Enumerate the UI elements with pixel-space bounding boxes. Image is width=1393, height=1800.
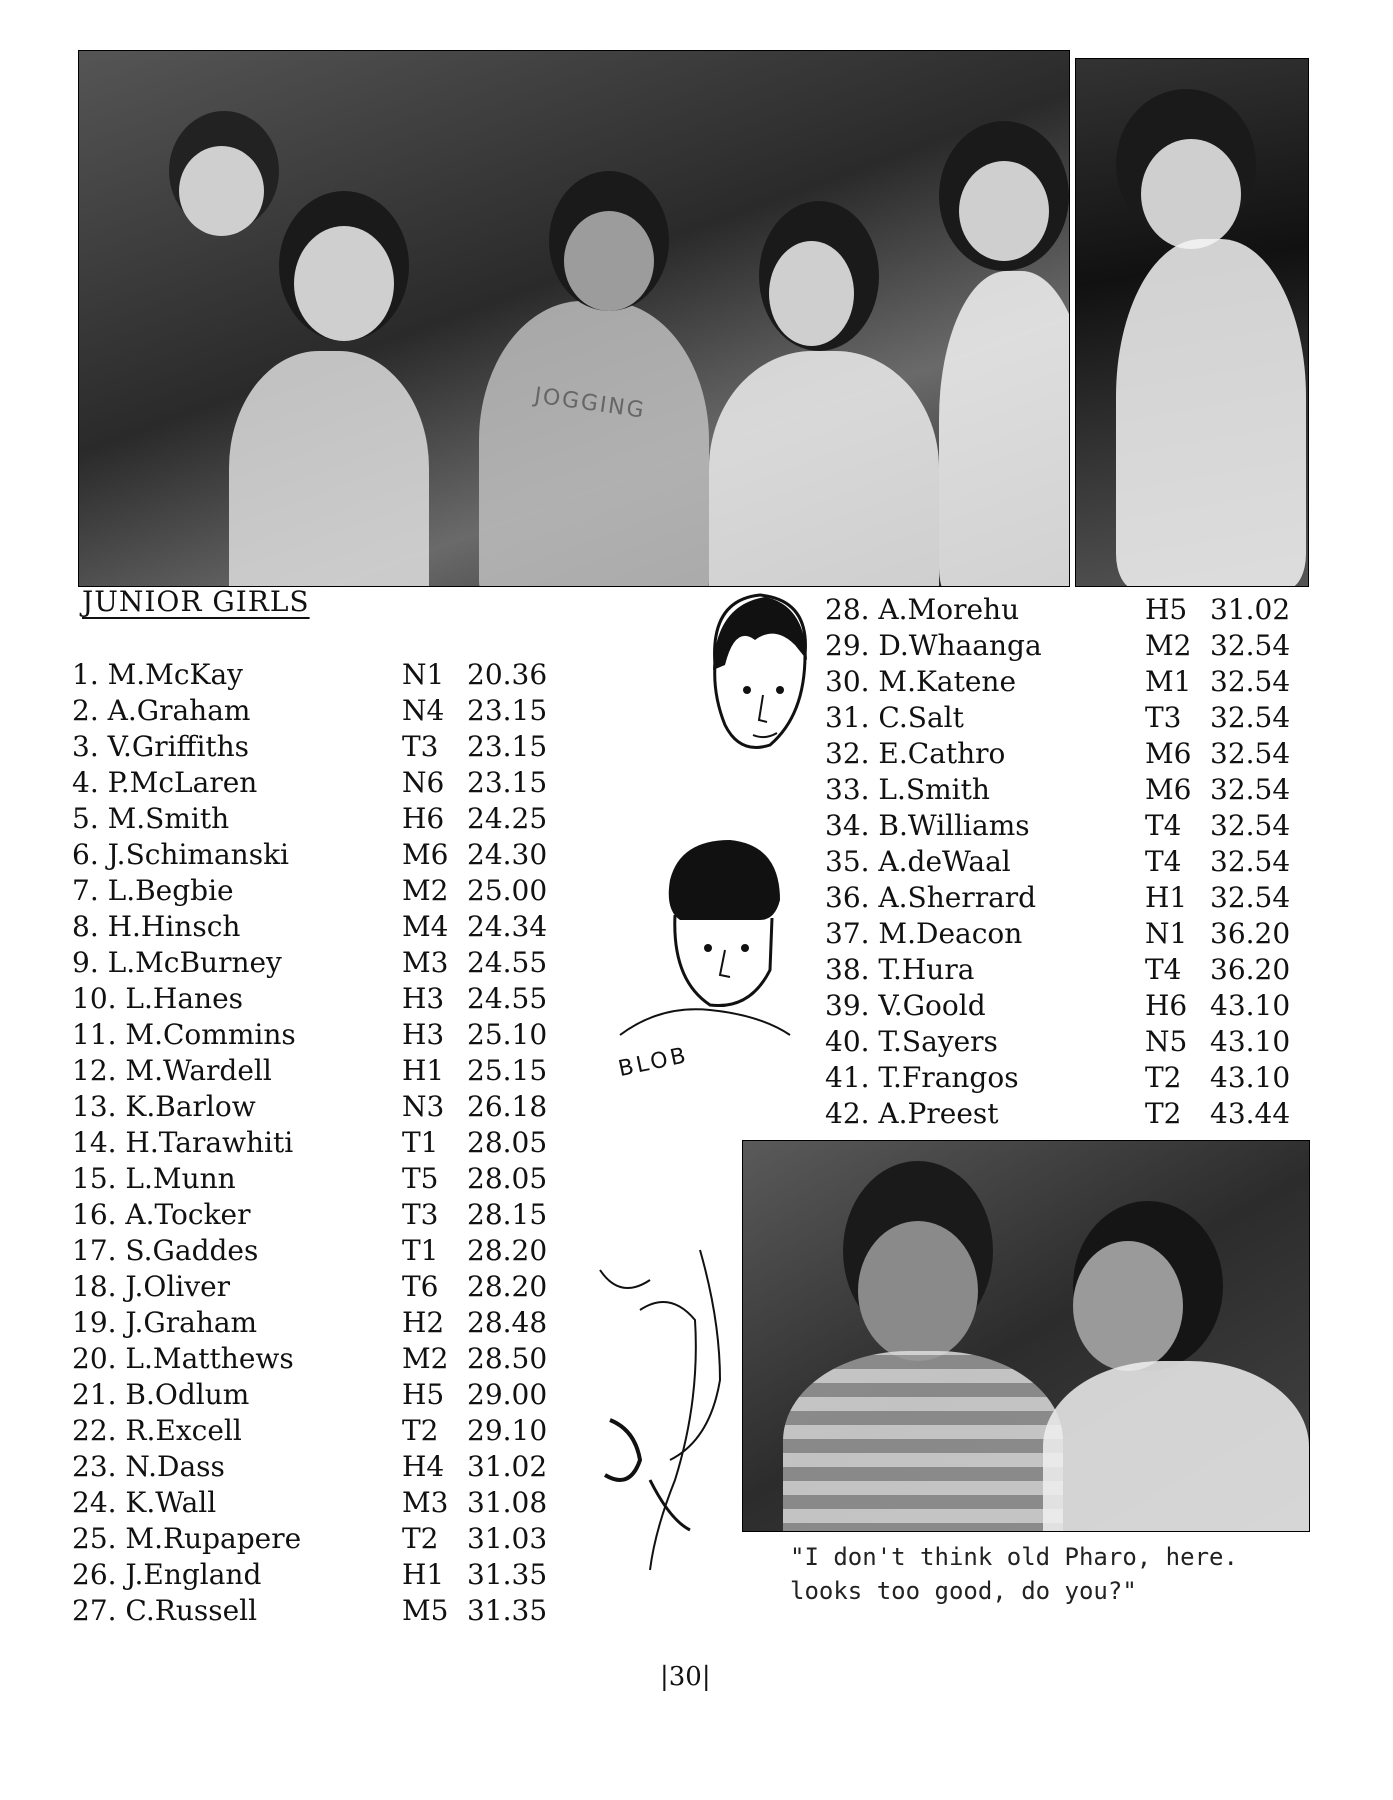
result-name: 20. L.Matthews [72, 1342, 294, 1375]
result-name: 6. J.Schimanski [72, 838, 289, 871]
result-house-code: T3 [402, 730, 439, 763]
result-name: 15. L.Munn [72, 1162, 236, 1195]
result-name: 4. P.McLaren [72, 766, 258, 799]
result-house-code: T3 [1145, 701, 1182, 734]
result-name: 3. V.Griffiths [72, 730, 250, 763]
result-time: 28.05 [467, 1162, 548, 1195]
result-house-code: T2 [402, 1414, 439, 1447]
result-house-code: H2 [402, 1306, 445, 1339]
result-name: 38. T.Hura [825, 953, 975, 986]
result-time: 24.34 [467, 910, 548, 943]
photo-caption [790, 1540, 1310, 1608]
result-time: 20.36 [467, 658, 548, 691]
result-time: 43.10 [1210, 1025, 1291, 1058]
result-time: 24.55 [467, 982, 548, 1015]
result-house-code: M3 [402, 1486, 449, 1519]
caption-line-2: looks too good, do you?" [790, 1577, 1137, 1605]
result-time: 24.30 [467, 838, 548, 871]
result-house-code: T3 [402, 1198, 439, 1231]
result-name: 41. T.Frangos [825, 1061, 1019, 1094]
result-house-code: M2 [402, 1342, 449, 1375]
result-time: 43.10 [1210, 1061, 1291, 1094]
result-house-code: T6 [402, 1270, 439, 1303]
result-name: 22. R.Excell [72, 1414, 242, 1447]
result-name: 35. A.deWaal [825, 845, 1011, 878]
result-house-code: N1 [1145, 917, 1188, 950]
result-name: 24. K.Wall [72, 1486, 217, 1519]
result-time: 29.00 [467, 1378, 548, 1411]
result-name: 34. B.Williams [825, 809, 1030, 842]
result-name: 12. M.Wardell [72, 1054, 272, 1087]
result-time: 31.35 [467, 1558, 548, 1591]
result-house-code: H5 [402, 1378, 445, 1411]
result-name: 32. E.Cathro [825, 737, 1006, 770]
result-house-code: T1 [402, 1126, 439, 1159]
result-time: 23.15 [467, 730, 548, 763]
result-house-code: T4 [1145, 953, 1182, 986]
result-time: 32.54 [1210, 845, 1291, 878]
result-house-code: T2 [1145, 1097, 1182, 1130]
result-house-code: N6 [402, 766, 445, 799]
result-name: 19. J.Graham [72, 1306, 258, 1339]
result-time: 31.08 [467, 1486, 548, 1519]
face-sketch-1 [685, 585, 825, 775]
result-house-code: M2 [402, 874, 449, 907]
result-house-code: M6 [1145, 737, 1192, 770]
result-time: 25.00 [467, 874, 548, 907]
result-time: 31.35 [467, 1594, 548, 1627]
result-time: 23.15 [467, 694, 548, 727]
result-time: 26.18 [467, 1090, 548, 1123]
result-house-code: M5 [402, 1594, 449, 1627]
jogging-sweatshirt-text: JOGGING [532, 383, 648, 424]
result-name: 33. L.Smith [825, 773, 990, 806]
result-house-code: M1 [1145, 665, 1192, 698]
result-house-code: M2 [1145, 629, 1192, 662]
result-house-code: M6 [402, 838, 449, 871]
result-house-code: T2 [1145, 1061, 1182, 1094]
result-house-code: N1 [402, 658, 445, 691]
result-time: 28.20 [467, 1270, 548, 1303]
result-house-code: H5 [1145, 593, 1188, 626]
result-house-code: T4 [1145, 809, 1182, 842]
result-name: 5. M.Smith [72, 802, 230, 835]
result-name: 37. M.Deacon [825, 917, 1023, 950]
result-house-code: N4 [402, 694, 445, 727]
result-time: 29.10 [467, 1414, 548, 1447]
result-time: 43.10 [1210, 989, 1291, 1022]
result-time: 28.20 [467, 1234, 548, 1267]
result-name: 1. M.McKay [72, 658, 243, 691]
result-time: 32.54 [1210, 665, 1291, 698]
result-house-code: H4 [402, 1450, 445, 1483]
result-house-code: T1 [402, 1234, 439, 1267]
result-name: 16. A.Tocker [72, 1198, 251, 1231]
result-time: 36.20 [1210, 917, 1291, 950]
result-time: 23.15 [467, 766, 548, 799]
result-name: 8. H.Hinsch [72, 910, 241, 943]
result-time: 28.50 [467, 1342, 548, 1375]
result-name: 28. A.Morehu [825, 593, 1020, 626]
result-time: 32.54 [1210, 809, 1291, 842]
animal-sketch [580, 1230, 740, 1600]
caption-line-1: "I don't think old Pharo, here. [790, 1543, 1238, 1571]
result-name: 21. B.Odlum [72, 1378, 250, 1411]
result-name: 11. M.Commins [72, 1018, 296, 1051]
result-house-code: T5 [402, 1162, 439, 1195]
result-name: 40. T.Sayers [825, 1025, 998, 1058]
result-name: 2. A.Graham [72, 694, 251, 727]
result-house-code: M4 [402, 910, 449, 943]
result-name: 10. L.Hanes [72, 982, 244, 1015]
result-name: 14. H.Tarawhiti [72, 1126, 294, 1159]
result-name: 26. J.England [72, 1558, 262, 1591]
result-name: 18. J.Oliver [72, 1270, 231, 1303]
result-house-code: H6 [1145, 989, 1188, 1022]
result-time: 28.05 [467, 1126, 548, 1159]
result-name: 9. L.McBurney [72, 946, 282, 979]
result-house-code: H3 [402, 1018, 445, 1051]
result-time: 32.54 [1210, 701, 1291, 734]
result-time: 25.10 [467, 1018, 548, 1051]
result-name: 36. A.Sherrard [825, 881, 1037, 914]
result-time: 24.25 [467, 802, 548, 835]
result-time: 36.20 [1210, 953, 1291, 986]
result-name: 31. C.Salt [825, 701, 964, 734]
result-name: 42. A.Preest [825, 1097, 999, 1130]
result-time: 24.55 [467, 946, 548, 979]
result-time: 31.02 [1210, 593, 1291, 626]
result-house-code: H3 [402, 982, 445, 1015]
result-name: 17. S.Gaddes [72, 1234, 259, 1267]
result-house-code: T4 [1145, 845, 1182, 878]
top-right-photo [1075, 58, 1309, 587]
result-time: 28.15 [467, 1198, 548, 1231]
result-house-code: H6 [402, 802, 445, 835]
result-time: 32.54 [1210, 737, 1291, 770]
result-house-code: T2 [402, 1522, 439, 1555]
sketch-label-blob: BLOB [616, 1042, 691, 1083]
result-house-code: M3 [402, 946, 449, 979]
result-time: 43.44 [1210, 1097, 1291, 1130]
result-name: 30. M.Katene [825, 665, 1017, 698]
result-name: 23. N.Dass [72, 1450, 225, 1483]
result-house-code: H1 [402, 1558, 445, 1591]
result-time: 25.15 [467, 1054, 548, 1087]
result-name: 7. L.Begbie [72, 874, 234, 907]
result-time: 32.54 [1210, 773, 1291, 806]
result-name: 29. D.Whaanga [825, 629, 1042, 662]
result-time: 31.02 [467, 1450, 548, 1483]
result-house-code: N3 [402, 1090, 445, 1123]
section-heading: JUNIOR GIRLS [82, 585, 310, 618]
page-number: |30| [660, 1662, 711, 1692]
result-time: 31.03 [467, 1522, 548, 1555]
result-name: 25. M.Rupapere [72, 1522, 302, 1555]
result-house-code: N5 [1145, 1025, 1188, 1058]
top-group-photo [78, 50, 1070, 587]
result-name: 27. C.Russell [72, 1594, 258, 1627]
result-house-code: H1 [1145, 881, 1188, 914]
result-house-code: H1 [402, 1054, 445, 1087]
result-name: 39. V.Goold [825, 989, 986, 1022]
result-house-code: M6 [1145, 773, 1192, 806]
result-name: 13. K.Barlow [72, 1090, 256, 1123]
result-time: 28.48 [467, 1306, 548, 1339]
result-time: 32.54 [1210, 881, 1291, 914]
result-time: 32.54 [1210, 629, 1291, 662]
bottom-two-men-photo [742, 1140, 1310, 1532]
